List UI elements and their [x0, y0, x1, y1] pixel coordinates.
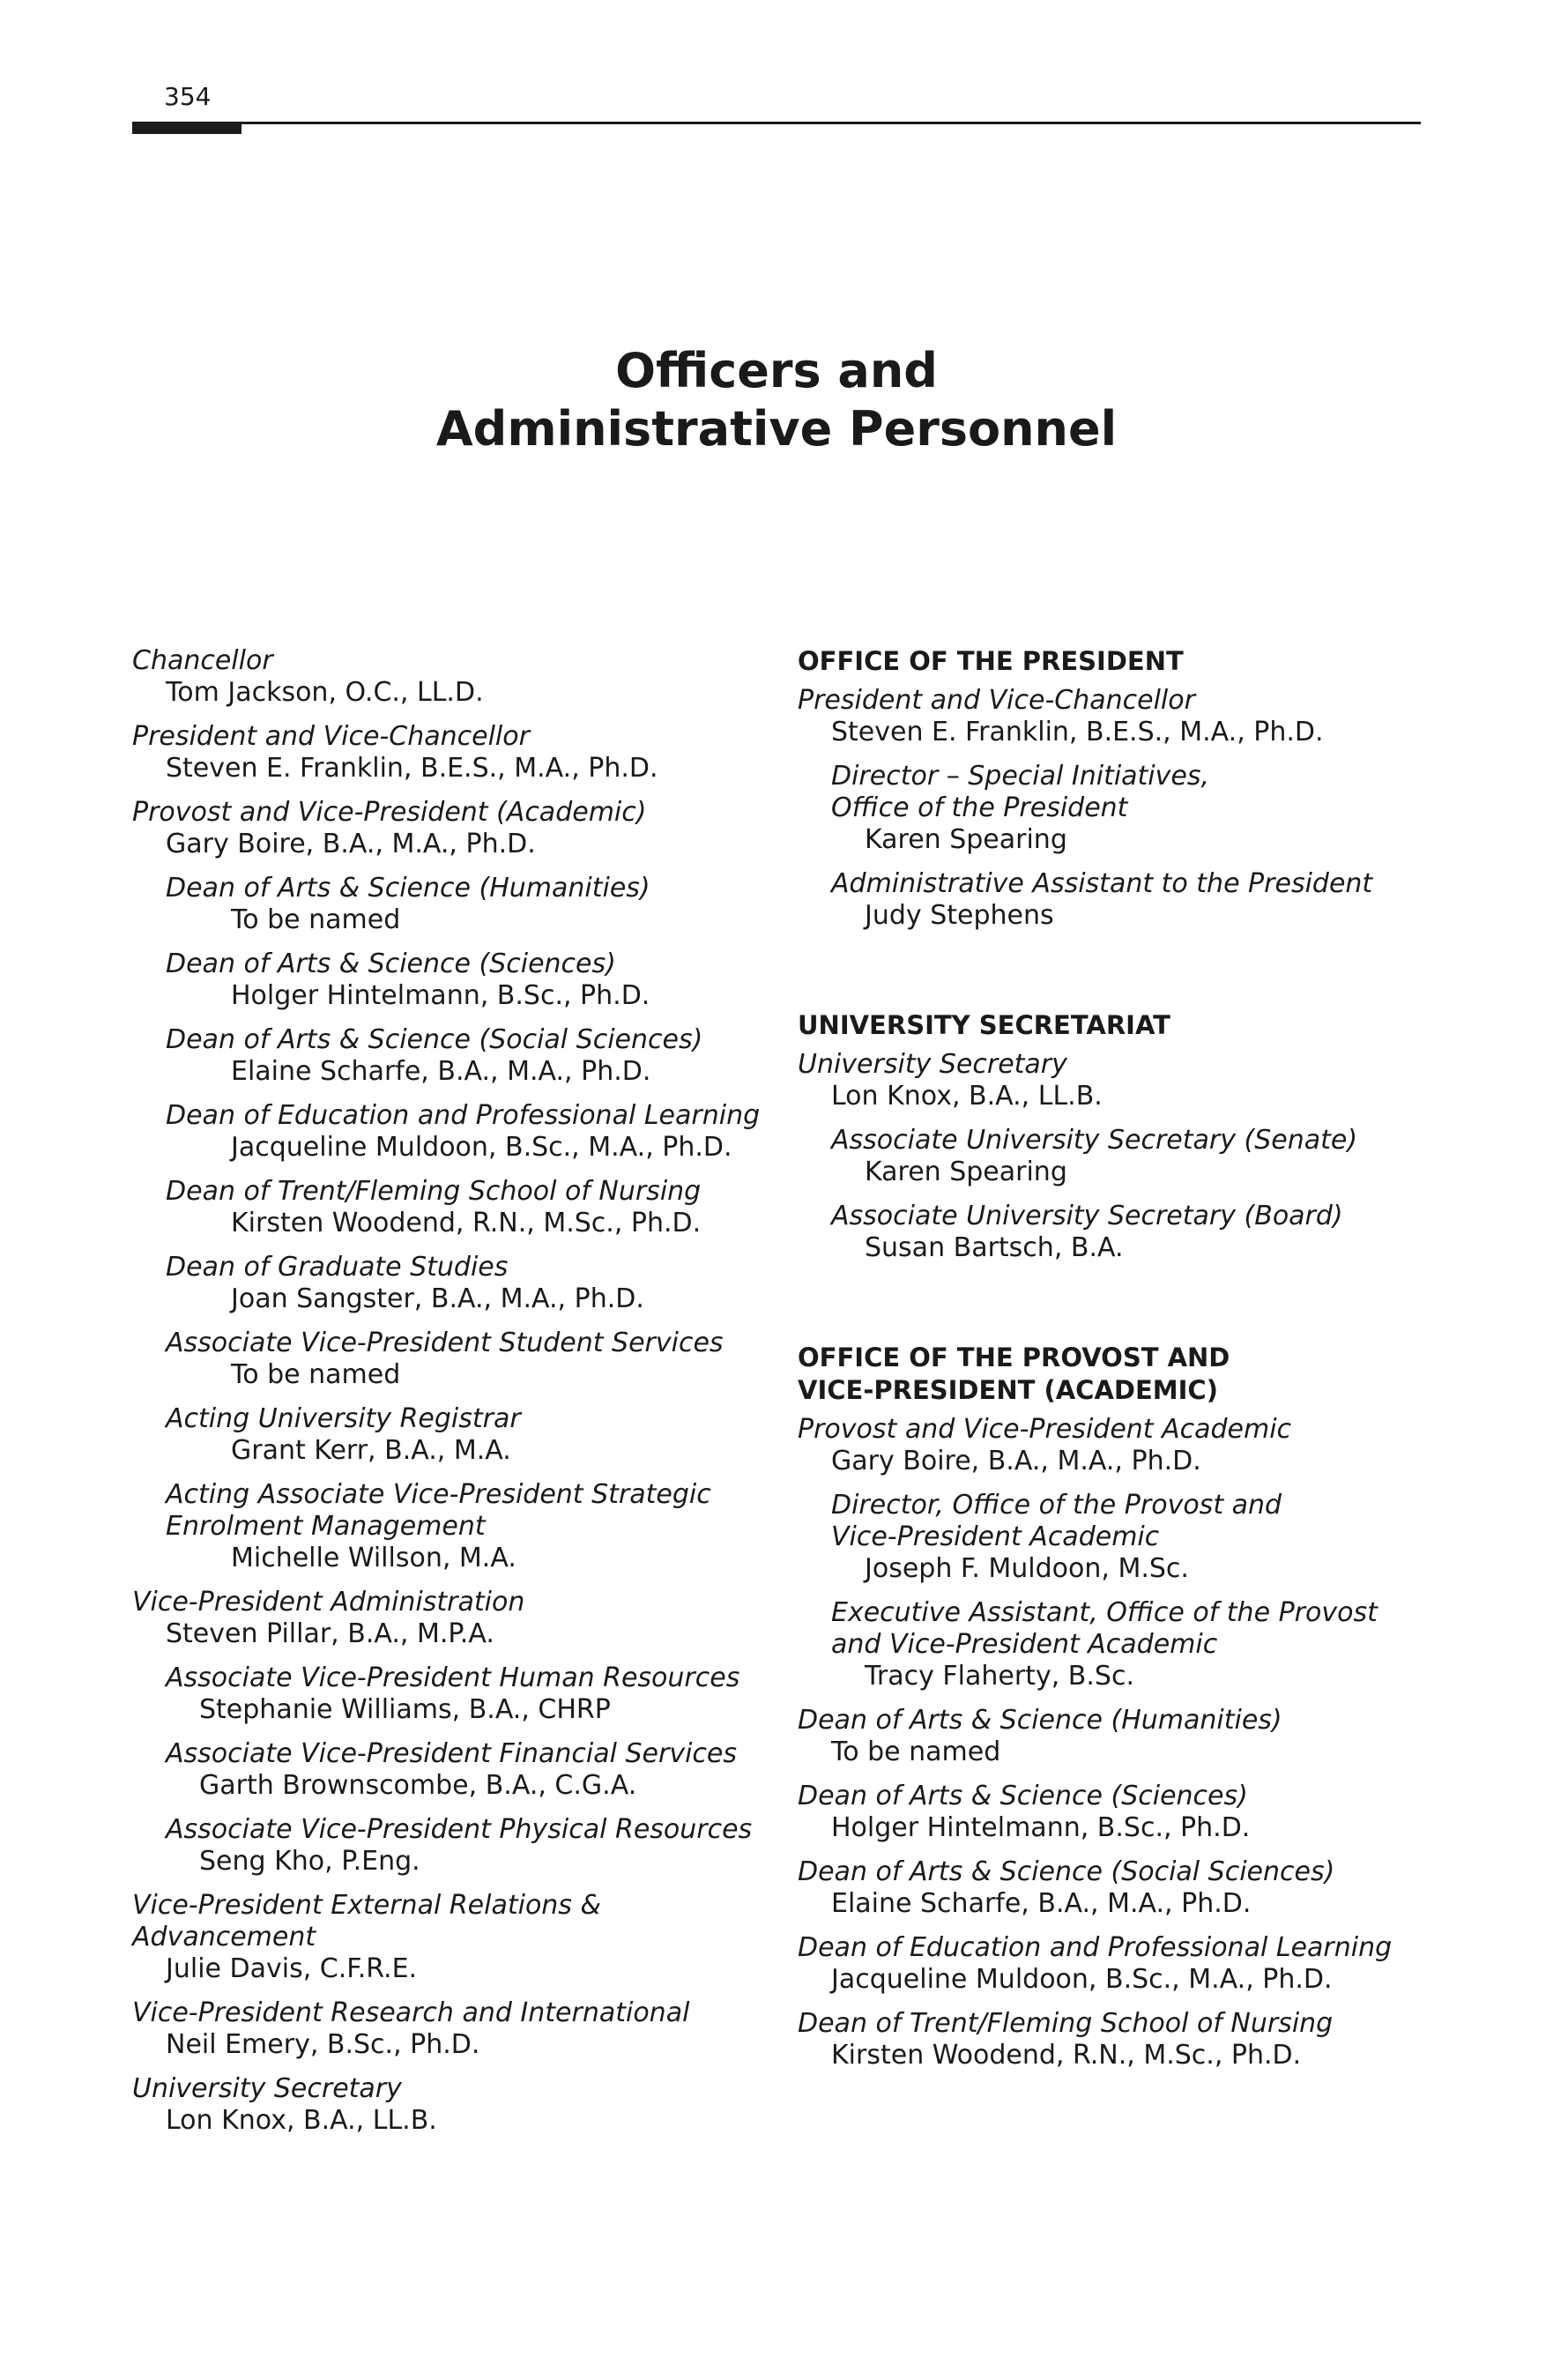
- officer-name: Gary Boire, B.A., M.A., Ph.D.: [166, 829, 536, 859]
- officer-entry: [798, 685, 1432, 748]
- officer-title: Vice-President Administration: [132, 1587, 525, 1618]
- officer-entry: [798, 1201, 1432, 1264]
- officer-title: Provost and Vice-President (Academic): [132, 797, 647, 828]
- section-spacer: [798, 944, 1432, 1009]
- officer-entry: [132, 1587, 767, 1650]
- officer-name: To be named: [831, 1737, 1001, 1767]
- officer-entry: [132, 1479, 767, 1574]
- officer-name: To be named: [231, 1359, 401, 1390]
- officer-title: Dean of Trent/Fleming School of Nursing: [166, 1176, 702, 1207]
- officer-name: Lon Knox, B.A., LL.B.: [166, 2105, 437, 2136]
- officer-entry: [132, 873, 767, 936]
- officer-name: Garth Brownscombe, B.A., C.G.A.: [199, 1770, 637, 1801]
- section-spacer: [798, 1276, 1432, 1342]
- officer-name: Kirsten Woodend, R.N., M.Sc., Ph.D.: [231, 1208, 702, 1238]
- officer-entry: [798, 1125, 1432, 1188]
- officer-name: Steven Pillar, B.A., M.P.A.: [166, 1618, 494, 1649]
- header-tab-bar: [132, 122, 241, 134]
- officer-entry: [798, 1781, 1432, 1844]
- officer-entry: [132, 1890, 767, 1985]
- officer-entry: [132, 2073, 767, 2137]
- officer-name: Karen Spearing: [865, 1157, 1067, 1187]
- officer-name: Jacqueline Muldoon, B.Sc., M.A., Ph.D.: [231, 1132, 732, 1163]
- officers-list: [132, 645, 767, 2149]
- officer-title: Provost and Vice-President Academic: [798, 1414, 1292, 1445]
- officer-title: Associate Vice-President Student Services: [166, 1328, 724, 1358]
- officer-name: Jacqueline Muldoon, B.Sc., M.A., Ph.D.: [831, 1964, 1333, 1995]
- officer-name: Stephanie Williams, B.A., CHRP: [199, 1694, 611, 1725]
- officer-entry: [132, 1814, 767, 1878]
- officer-name: Judy Stephens: [865, 900, 1054, 931]
- officer-name: Tom Jackson, O.C., LL.D.: [166, 677, 484, 708]
- officer-name: To be named: [231, 904, 401, 935]
- officer-entry: [132, 1403, 767, 1467]
- section-heading-provost: [798, 1342, 1432, 1407]
- officer-name: Kirsten Woodend, R.N., M.Sc., Ph.D.: [831, 2040, 1302, 2071]
- officer-entry: [132, 1024, 767, 1088]
- officer-name: Michelle Willson, M.A.: [231, 1543, 516, 1573]
- officer-name: Elaine Scharfe, B.A., M.A., Ph.D.: [831, 1888, 1252, 1919]
- officer-name: Grant Kerr, B.A., M.A.: [231, 1435, 511, 1466]
- officer-title: Associate University Secretary (Senate): [831, 1125, 1358, 1156]
- officer-title-line-1: Acting Associate Vice-President Strategic: [166, 1479, 711, 1510]
- officer-title-line-2: Vice-President Academic: [831, 1521, 1160, 1552]
- officer-title: Dean of Arts & Science (Humanities): [798, 1705, 1282, 1736]
- officer-title-line-2: Office of the President: [831, 792, 1128, 823]
- officer-title: Dean of Education and Professional Learning: [166, 1100, 761, 1131]
- officer-title: Dean of Graduate Studies: [166, 1252, 509, 1283]
- officer-entry: [132, 1662, 767, 1726]
- officer-title: Dean of Arts & Science (Social Sciences): [798, 1856, 1335, 1887]
- officer-title: Dean of Arts & Science (Sciences): [166, 948, 616, 979]
- officer-title-line-2: and Vice-President Academic: [831, 1629, 1218, 1660]
- page-title-line-2: Administrative Personnel: [435, 401, 1118, 457]
- officer-name: Karen Spearing: [865, 824, 1067, 855]
- officer-entry: [798, 1932, 1432, 1996]
- officer-title: Chancellor: [132, 645, 273, 676]
- officer-entry: [798, 761, 1432, 856]
- offices-list: [798, 645, 1432, 2084]
- officer-name: Joseph F. Muldoon, M.Sc.: [865, 1553, 1189, 1584]
- officer-title: Dean of Arts & Science (Humanities): [166, 873, 650, 904]
- officer-title: Associate Vice-President Physical Resources: [166, 1814, 753, 1845]
- officer-title: Acting University Registrar: [166, 1403, 521, 1434]
- officer-name: Neil Emery, B.Sc., Ph.D.: [166, 2029, 480, 2060]
- officer-entry: [798, 2008, 1432, 2071]
- officer-entry: [132, 1252, 767, 1315]
- officer-title: University Secretary: [798, 1049, 1067, 1080]
- officer-entry: [798, 1414, 1432, 1477]
- officer-title: Administrative Assistant to the President: [831, 868, 1373, 899]
- officer-name: Lon Knox, B.A., LL.B.: [831, 1081, 1103, 1112]
- officer-entry: [132, 1100, 767, 1164]
- officer-title: Associate Vice-President Human Resources: [166, 1662, 740, 1693]
- officer-title: Vice-President Research and International: [132, 1997, 690, 2028]
- page-number: 354: [164, 82, 212, 111]
- officer-entry: [132, 948, 767, 1012]
- section-heading-president: OFFICE OF THE PRESIDENT: [798, 646, 1184, 676]
- officer-entry: [132, 1176, 767, 1239]
- header-rule: [132, 122, 1421, 124]
- section-heading-line-2: VICE-PRESIDENT (ACADEMIC): [798, 1375, 1218, 1405]
- officer-title: President and Vice-Chancellor: [132, 721, 530, 752]
- officer-name: Holger Hintelmann, B.Sc., Ph.D.: [831, 1812, 1251, 1843]
- officer-title-line-1: Executive Assistant, Office of the Provost: [831, 1597, 1378, 1628]
- officer-title: Associate University Secretary (Board): [831, 1201, 1343, 1231]
- officer-entry: [798, 1856, 1432, 1920]
- officer-name: Seng Kho, P.Eng.: [199, 1846, 420, 1877]
- officer-name: Gary Boire, B.A., M.A., Ph.D.: [831, 1446, 1201, 1476]
- officer-title: President and Vice-Chancellor: [798, 685, 1195, 716]
- officer-entry: [798, 1049, 1432, 1112]
- officer-title: Dean of Arts & Science (Social Sciences): [166, 1024, 703, 1055]
- officer-title: Associate Vice-President Financial Services: [166, 1738, 737, 1769]
- officer-entry: [132, 1997, 767, 2061]
- officer-entry: [798, 1597, 1432, 1692]
- officer-name: Susan Bartsch, B.A.: [865, 1232, 1124, 1263]
- section-heading-line-1: OFFICE OF THE PROVOST AND: [798, 1342, 1230, 1372]
- officer-title: University Secretary: [132, 2073, 402, 2104]
- officer-name: Steven E. Franklin, B.E.S., M.A., Ph.D.: [166, 753, 658, 784]
- officer-title-line-1: Director – Special Initiatives,: [831, 761, 1210, 792]
- officer-entry: [132, 721, 767, 785]
- officer-entry: [132, 1738, 767, 1802]
- officer-title: Dean of Education and Professional Learning: [798, 1932, 1393, 1963]
- officer-title: Dean of Trent/Fleming School of Nursing: [798, 2008, 1334, 2039]
- officer-name: Julie Davis, C.F.R.E.: [166, 1953, 418, 1984]
- officer-name: Elaine Scharfe, B.A., M.A., Ph.D.: [231, 1056, 651, 1087]
- officer-entry: [132, 645, 767, 709]
- officer-entry: [132, 1328, 767, 1391]
- officer-title-line-1: Director, Office of the Provost and: [831, 1490, 1282, 1521]
- officer-entry: [798, 868, 1432, 932]
- officer-name: Joan Sangster, B.A., M.A., Ph.D.: [231, 1283, 644, 1314]
- officer-title: Dean of Arts & Science (Sciences): [798, 1781, 1248, 1811]
- officer-entry: [798, 1705, 1432, 1768]
- officer-entry: [132, 797, 767, 860]
- page-title-line-1: Officers and: [615, 343, 938, 398]
- officer-title: Vice-President External Relations & Advancement: [132, 1890, 601, 1952]
- page-title: [0, 342, 1553, 458]
- officer-name: Steven E. Franklin, B.E.S., M.A., Ph.D.: [831, 717, 1324, 747]
- officer-name: Tracy Flaherty, B.Sc.: [865, 1661, 1134, 1692]
- officer-entry: [798, 1490, 1432, 1585]
- section-heading-secretariat: UNIVERSITY SECRETARIAT: [798, 1010, 1170, 1040]
- officer-name: Holger Hintelmann, B.Sc., Ph.D.: [231, 980, 650, 1011]
- officer-title-line-2: Enrolment Management: [166, 1511, 486, 1542]
